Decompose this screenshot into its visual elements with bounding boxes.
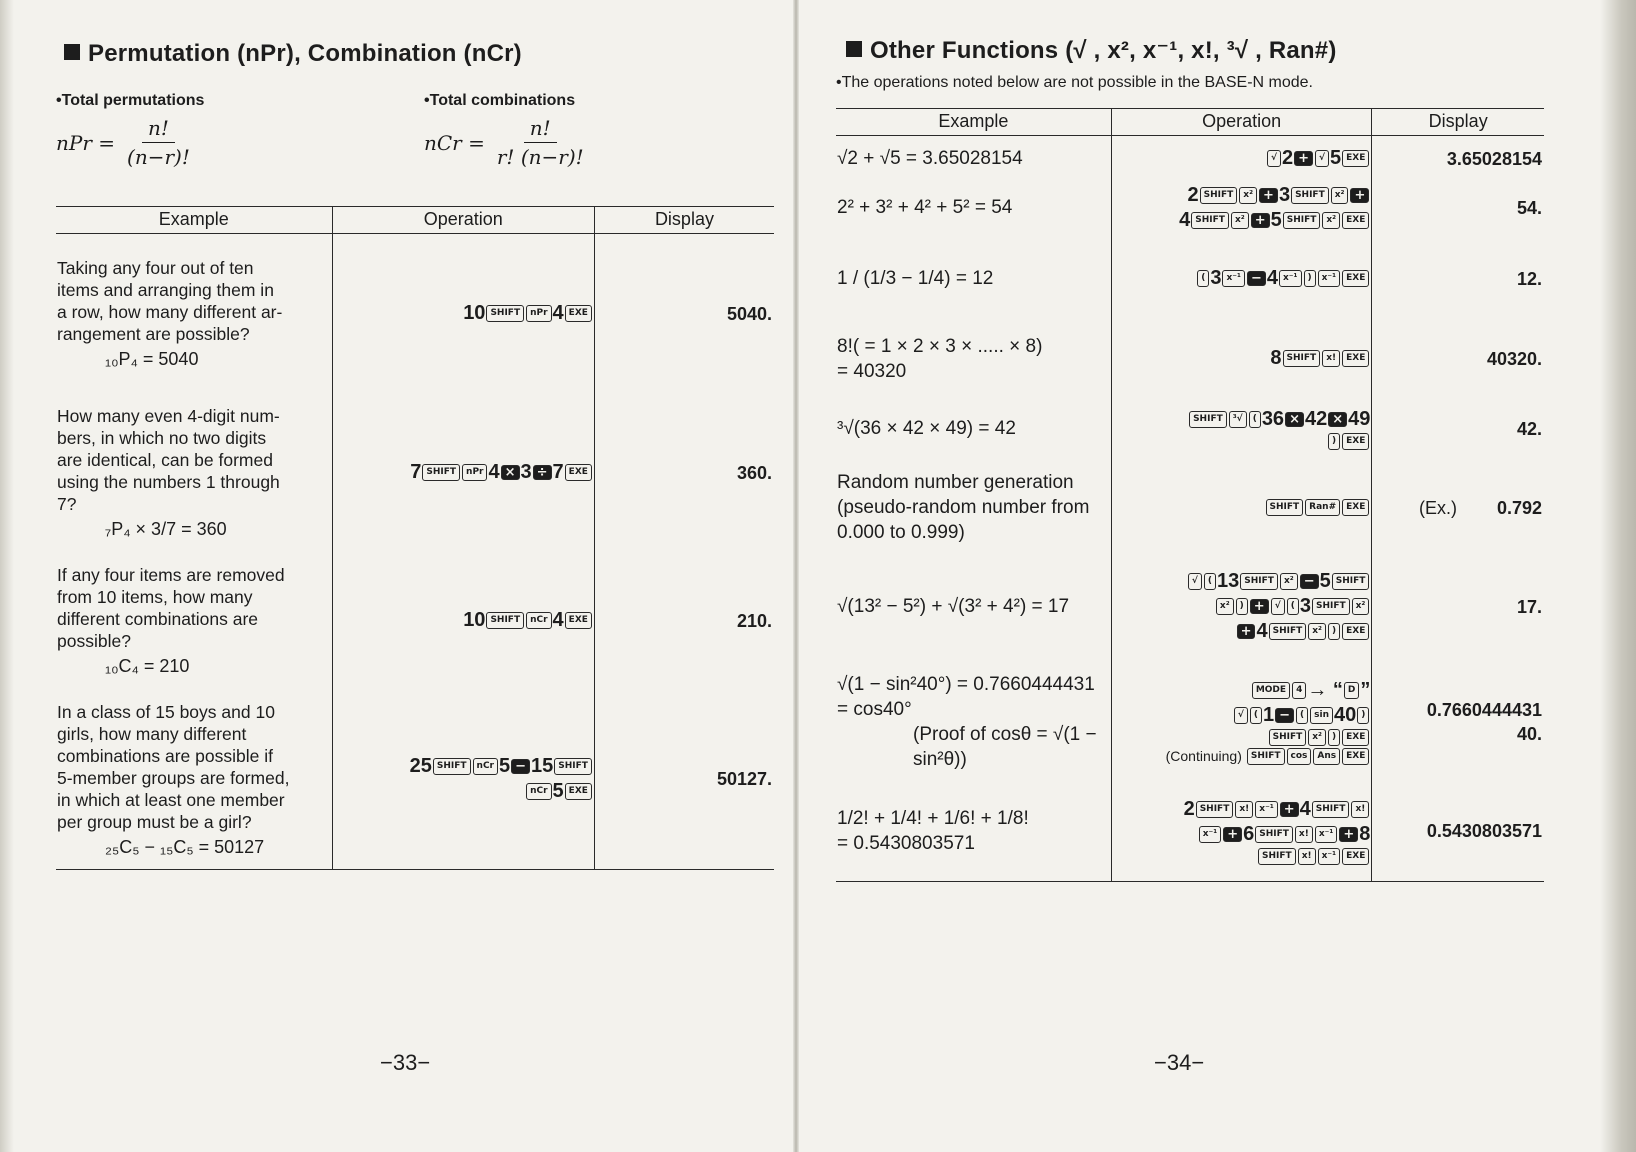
table-row: [56, 234, 774, 394]
display-cell: [1372, 394, 1544, 464]
functions-table: [836, 108, 1544, 882]
display-value: 12.: [1516, 268, 1542, 289]
calculator-key: √: [1234, 707, 1248, 724]
calculator-key: SHIFT: [1266, 499, 1304, 516]
calculator-key: x⁻¹: [1279, 270, 1302, 287]
calculator-key: SHIFT: [1189, 411, 1227, 428]
combination-numerator: n!: [524, 116, 557, 143]
calculator-key: SHIFT: [1283, 212, 1321, 229]
operation-line: [463, 302, 593, 325]
operator-key: ×: [501, 465, 520, 480]
calculator-key: x!: [1322, 350, 1340, 367]
operation-digits: 10: [463, 302, 486, 325]
operation-line: [1236, 620, 1371, 643]
operation-digits: 5: [552, 780, 564, 803]
display-cell: [1372, 464, 1544, 552]
operator-key: +: [1223, 827, 1242, 842]
example-text: Taking any four out of ten items and arranging them in a row, how many different ar- rangement are possible?: [57, 258, 283, 345]
calculator-key: EXE: [1342, 212, 1369, 229]
example-text: Random number generation (pseudo-random number from 0.000 to 0.999): [837, 472, 1090, 543]
calculator-key: SHIFT: [1332, 573, 1370, 590]
calculator-key: x²: [1352, 598, 1370, 615]
operation-cell: [1111, 182, 1372, 234]
operation-line: [1166, 748, 1371, 765]
table-row: [836, 394, 1544, 464]
example-note: (Proof of cosθ = √(1 − sin²θ)): [913, 723, 1097, 770]
calculator-key: x²: [1308, 623, 1326, 640]
calculator-key: nPr: [462, 464, 487, 481]
example-cell: [836, 782, 1111, 882]
operation-digits: 4: [1266, 267, 1278, 289]
operation-line: [1198, 823, 1371, 846]
calculator-key: nCr: [473, 758, 498, 775]
operation-digits: 5: [498, 755, 511, 778]
display-value: 0.792: [1496, 497, 1542, 518]
operation-digits: 3: [1210, 267, 1222, 289]
operator-key: +: [1280, 802, 1299, 817]
permutation-title: •Total permutations: [56, 92, 205, 109]
calculator-key: Ans: [1313, 748, 1340, 765]
calculator-key: ): [1328, 433, 1340, 450]
page-34: [836, 0, 1552, 1152]
operator-key: −: [511, 759, 530, 774]
display-value: 5040.: [726, 303, 772, 324]
calculator-key: EXE: [1342, 748, 1369, 765]
operation-digits: 42: [1304, 407, 1328, 430]
calculator-key: Ran#: [1305, 499, 1340, 516]
calculator-key: EXE: [1342, 270, 1369, 287]
calculator-key: nPr: [526, 305, 551, 322]
calculator-key: SHIFT: [486, 305, 524, 322]
example-cell: [836, 552, 1111, 662]
combination-denominator: r! (n−r)!: [496, 145, 584, 169]
calculator-key: EXE: [1342, 848, 1369, 865]
operation-digits: 2: [1183, 797, 1195, 820]
calculator-key: (: [1250, 707, 1262, 724]
col-example: Example: [836, 109, 1111, 136]
operation-digits: 4: [1179, 208, 1191, 231]
left-heading: Permutation (nPr), Combination (nCr): [64, 40, 522, 68]
operation-digits: → “: [1307, 678, 1343, 701]
heading-square-icon: [64, 44, 80, 60]
operation-digits: 2: [1187, 183, 1199, 206]
operation-line: [1188, 408, 1370, 431]
calculator-key: √: [1267, 150, 1281, 167]
example-text: 2² + 3² + 4² + 5² = 54: [837, 197, 1013, 218]
operation-cell: [1111, 552, 1372, 662]
display-value: 360.: [736, 462, 772, 483]
operation-digits: 4: [1256, 620, 1268, 642]
calculator-key: SHIFT: [1258, 848, 1296, 865]
calculator-key: nCr: [526, 612, 551, 629]
calculator-key: x!: [1235, 801, 1253, 818]
calculator-key: ): [1328, 729, 1340, 746]
operation-digits: 4: [552, 609, 564, 631]
calculator-key: SHIFT: [422, 464, 460, 481]
display-value: 0.7660444431 40.: [1426, 699, 1542, 744]
calculator-key: EXE: [1342, 623, 1369, 640]
calculator-key: (: [1296, 707, 1308, 724]
permutation-table: [56, 206, 774, 870]
operation-line: [1257, 848, 1370, 865]
calculator-key: x⁻¹: [1315, 826, 1338, 843]
operator-key: ×: [1328, 412, 1347, 427]
operation-cell: [1111, 782, 1372, 882]
permutation-denominator: (n−r)!: [127, 145, 190, 169]
operation-cell: [332, 690, 594, 870]
operator-key: −: [1300, 574, 1319, 589]
calculator-key: ): [1236, 598, 1248, 615]
calculator-key: x⁻¹: [1318, 270, 1341, 287]
operation-digits: 3: [1278, 183, 1291, 206]
display-cell: [1372, 782, 1544, 882]
operation-digits: 5: [1270, 208, 1282, 231]
operation-line: [1251, 679, 1371, 702]
calculator-key: ): [1357, 707, 1369, 724]
display-value: 3.65028154: [1446, 148, 1542, 169]
calculator-key: SHIFT: [1255, 826, 1293, 843]
calculator-key: SHIFT: [1269, 729, 1307, 746]
operation-line: [1270, 347, 1370, 370]
operation-cell: [1111, 324, 1372, 394]
calculator-key: cos: [1287, 748, 1312, 765]
operation-line: [1184, 798, 1371, 821]
calculator-key: SHIFT: [554, 758, 592, 775]
page-edge-right: [1600, 0, 1636, 1152]
operation-digits: 3: [520, 461, 532, 483]
calculator-key: ): [1328, 623, 1340, 640]
calculator-key: SHIFT: [1240, 573, 1278, 590]
operation-cell: [1111, 662, 1372, 782]
example-text: ³√(36 × 42 × 49) = 42: [837, 418, 1016, 439]
operation-line: [525, 780, 593, 803]
calculator-key: SHIFT: [1312, 598, 1350, 615]
operation-digits: 36: [1261, 407, 1285, 430]
operation-line: [1266, 147, 1370, 170]
operation-line: [1327, 433, 1370, 450]
permutation-formula: [56, 92, 204, 169]
example-formula: ₂₅C₅ − ₁₅C₅ = 50127: [105, 836, 265, 857]
operation-cell: [1111, 464, 1372, 552]
operation-digits: 3: [1299, 595, 1311, 617]
operator-key: ×: [1285, 412, 1304, 427]
display-value: 42.: [1516, 418, 1542, 439]
calculator-key: ³√: [1229, 411, 1247, 428]
col-display: Display: [1372, 109, 1544, 136]
calculator-key: x²: [1308, 729, 1326, 746]
operation-digits: 5: [1330, 147, 1342, 170]
book-gutter: [793, 0, 799, 1152]
operator-key: +: [1350, 188, 1369, 203]
table-row: [836, 182, 1544, 234]
example-text: If any four items are removed from 10 items, how many different combinations are possible?: [57, 565, 285, 651]
example-cell: [56, 690, 332, 870]
calculator-key: SHIFT: [1312, 801, 1350, 818]
operation-digits: 8: [1359, 822, 1371, 845]
calculator-key: SHIFT: [1200, 187, 1238, 204]
example-text: 1/2! + 1/4! + 1/6! + 1/8! = 0.5430803571: [837, 808, 1029, 855]
calculator-key: (: [1249, 411, 1261, 428]
calculator-key: SHIFT: [1269, 623, 1307, 640]
operation-digits: 5: [1319, 570, 1331, 592]
display-value: 54.: [1516, 197, 1542, 218]
operation-digits: 40: [1334, 703, 1357, 726]
calculator-key: (: [1204, 573, 1216, 590]
operator-key: +: [1339, 827, 1358, 842]
display-value: 0.5430803571: [1426, 821, 1542, 842]
operation-line: [1179, 209, 1370, 232]
table-row: [836, 136, 1544, 182]
table-row: [56, 552, 774, 690]
operation-note: (Continuing): [1165, 748, 1242, 764]
example-cell: [56, 234, 332, 394]
operation-line: [1196, 267, 1370, 290]
operation-digits: 1: [1262, 703, 1275, 726]
table-row: [56, 394, 774, 552]
col-display: Display: [594, 207, 774, 234]
calculator-key: MODE: [1252, 682, 1290, 699]
calculator-key: EXE: [565, 783, 592, 800]
example-formula: ₇P₄ × 3/7 = 360: [105, 519, 227, 539]
display-cell: [1372, 324, 1544, 394]
right-heading: Other Functions (√ , x², x⁻¹, x!, ³√ , Ran#): [846, 36, 1337, 65]
example-cell: [836, 324, 1111, 394]
calculator-key: SHIFT: [433, 758, 471, 775]
calculator-key: √: [1188, 573, 1202, 590]
operator-key: −: [1275, 708, 1294, 723]
example-text: √(1 − sin²40°) = 0.7660444431 = cos40°: [837, 673, 1095, 720]
table-row: [836, 662, 1544, 782]
operation-digits: 25: [409, 755, 432, 778]
operation-cell: [332, 234, 594, 394]
calculator-key: EXE: [565, 305, 592, 322]
example-formula: ₁₀P₄ = 5040: [105, 349, 199, 370]
operator-key: +: [1250, 599, 1269, 614]
operation-digits: 2: [1281, 147, 1294, 170]
operator-key: +: [1259, 188, 1278, 203]
page-number-right: −34−: [1154, 1050, 1205, 1075]
permutation-lhs: nPr =: [56, 130, 116, 155]
calculator-key: D: [1344, 682, 1359, 699]
display-prefix: (Ex.): [1418, 497, 1457, 518]
page-number-left: −33−: [380, 1050, 431, 1075]
operation-line: [1265, 499, 1371, 516]
operation-digits: 4: [488, 461, 500, 483]
operation-line: [1187, 570, 1370, 593]
calculator-key: x!: [1295, 826, 1313, 843]
calculator-key: √: [1271, 598, 1285, 615]
operation-digits: 7: [410, 461, 422, 483]
col-operation: Operation: [332, 207, 594, 234]
calculator-key: SHIFT: [1196, 801, 1234, 818]
calculator-key: EXE: [565, 464, 592, 481]
operation-digits: 4: [552, 302, 564, 325]
operation-digits: 7: [552, 461, 564, 483]
example-cell: [836, 394, 1111, 464]
example-formula: ₁₀C₄ = 210: [105, 656, 190, 676]
operation-digits: ”: [1360, 678, 1371, 701]
example-cell: [836, 234, 1111, 324]
display-cell: [1372, 136, 1544, 182]
calculator-key: x²: [1280, 573, 1298, 590]
calculator-key: EXE: [1342, 499, 1369, 516]
display-value: 50127.: [594, 690, 774, 870]
operation-digits: 8: [1270, 347, 1282, 369]
example-cell: [836, 662, 1111, 782]
operation-cell: [332, 552, 594, 690]
calculator-key: x²: [1216, 598, 1234, 615]
table-row: [836, 552, 1544, 662]
calculator-key: SHIFT: [1283, 350, 1321, 367]
operation-line: [1188, 184, 1371, 207]
combination-formula: [424, 92, 588, 169]
example-cell: [836, 136, 1111, 182]
operation-line: [463, 609, 593, 632]
display-cell: [1372, 234, 1544, 324]
operation-digits: 49: [1348, 407, 1371, 430]
operator-key: +: [1237, 624, 1256, 639]
heading-square-icon: [846, 41, 862, 57]
example-text: How many even 4-digit num- bers, in which no two digits are identical, can be formed using the numbers 1 through 7?: [57, 406, 280, 514]
calculator-key: SHIFT: [1247, 748, 1285, 765]
example-text: √(13² − 5²) + √(3² + 4²) = 17: [837, 596, 1070, 617]
calculator-key: √: [1315, 150, 1329, 167]
display-cell: [1372, 182, 1544, 234]
permutation-numerator: n!: [142, 116, 175, 143]
table-row: [836, 464, 1544, 552]
operation-line: [1268, 729, 1371, 746]
table-row: [836, 324, 1544, 394]
calculator-key: EXE: [565, 612, 592, 629]
table-row: [56, 690, 774, 870]
base-n-note: •The operations noted below are not possible in the BASE-N mode.: [836, 74, 1313, 91]
operation-digits: 10: [463, 609, 486, 631]
operation-digits: 15: [531, 755, 554, 778]
operation-cell: [332, 394, 594, 552]
operator-key: ÷: [533, 465, 552, 480]
calculator-key: sin: [1310, 707, 1333, 724]
col-operation: Operation: [1111, 109, 1372, 136]
operation-line: [1215, 595, 1370, 618]
table-row: [836, 234, 1544, 324]
combination-title: •Total combinations: [424, 92, 576, 109]
example-text: 8!( = 1 × 2 × 3 × ..... × 8) = 40320: [837, 335, 1043, 382]
operation-digits: 6: [1243, 822, 1255, 845]
calculator-key: x²: [1331, 187, 1349, 204]
calculator-key: 4: [1292, 682, 1306, 699]
calculator-key: x⁻¹: [1318, 848, 1341, 865]
example-text: 1 / (1/3 − 1/4) = 12: [837, 268, 994, 289]
display-value: 17.: [1516, 596, 1542, 617]
example-text: In a class of 15 boys and 10 girls, how many different combinations are possible if 5-member groups are formed, in which at least one member per group must be a girl?: [57, 701, 290, 832]
display-cell: [1372, 552, 1544, 662]
operation-cell: [1111, 234, 1372, 324]
page-edge-left: [0, 0, 14, 1152]
example-cell: [836, 464, 1111, 552]
operation-line: [410, 461, 593, 484]
operation-digits: 13: [1217, 570, 1240, 592]
calculator-key: SHIFT: [1291, 187, 1329, 204]
operator-key: −: [1247, 271, 1266, 286]
calculator-key: x⁻¹: [1255, 801, 1278, 818]
operator-key: +: [1294, 151, 1313, 166]
page-33: [52, 0, 777, 1152]
calculator-key: EXE: [1342, 729, 1369, 746]
calculator-key: x²: [1322, 212, 1340, 229]
calculator-key: x!: [1298, 848, 1316, 865]
calculator-key: EXE: [1342, 433, 1369, 450]
combination-lhs: nCr =: [424, 130, 485, 155]
calculator-key: x⁻¹: [1199, 826, 1222, 843]
display-cell: [1372, 662, 1544, 782]
example-cell: [56, 552, 332, 690]
calculator-key: (: [1287, 598, 1299, 615]
calculator-key: EXE: [1342, 350, 1369, 367]
operation-digits: 4: [1299, 797, 1311, 820]
table-row: [836, 782, 1544, 882]
calculator-key: ): [1304, 270, 1316, 287]
operation-line: [1233, 704, 1371, 727]
example-cell: [56, 394, 332, 552]
calculator-key: x⁻¹: [1222, 270, 1245, 287]
calculator-key: nCr: [526, 783, 551, 800]
example-cell: [836, 182, 1111, 234]
calculator-key: EXE: [1342, 150, 1369, 167]
calculator-key: SHIFT: [1191, 212, 1229, 229]
calculator-key: x²: [1239, 187, 1257, 204]
calculator-key: (: [1197, 270, 1209, 287]
operation-line: [410, 755, 593, 778]
example-text: √2 + √5 = 3.65028154: [837, 148, 1023, 170]
display-value: 210.: [736, 610, 772, 631]
calculator-key: x!: [1351, 801, 1369, 818]
operation-cell: [1111, 394, 1372, 464]
display-value: 40320.: [1486, 348, 1542, 369]
col-example: Example: [56, 207, 332, 234]
operator-key: +: [1251, 213, 1270, 228]
calculator-key: x²: [1231, 212, 1249, 229]
calculator-key: SHIFT: [486, 612, 524, 629]
operation-cell: [1111, 136, 1372, 182]
